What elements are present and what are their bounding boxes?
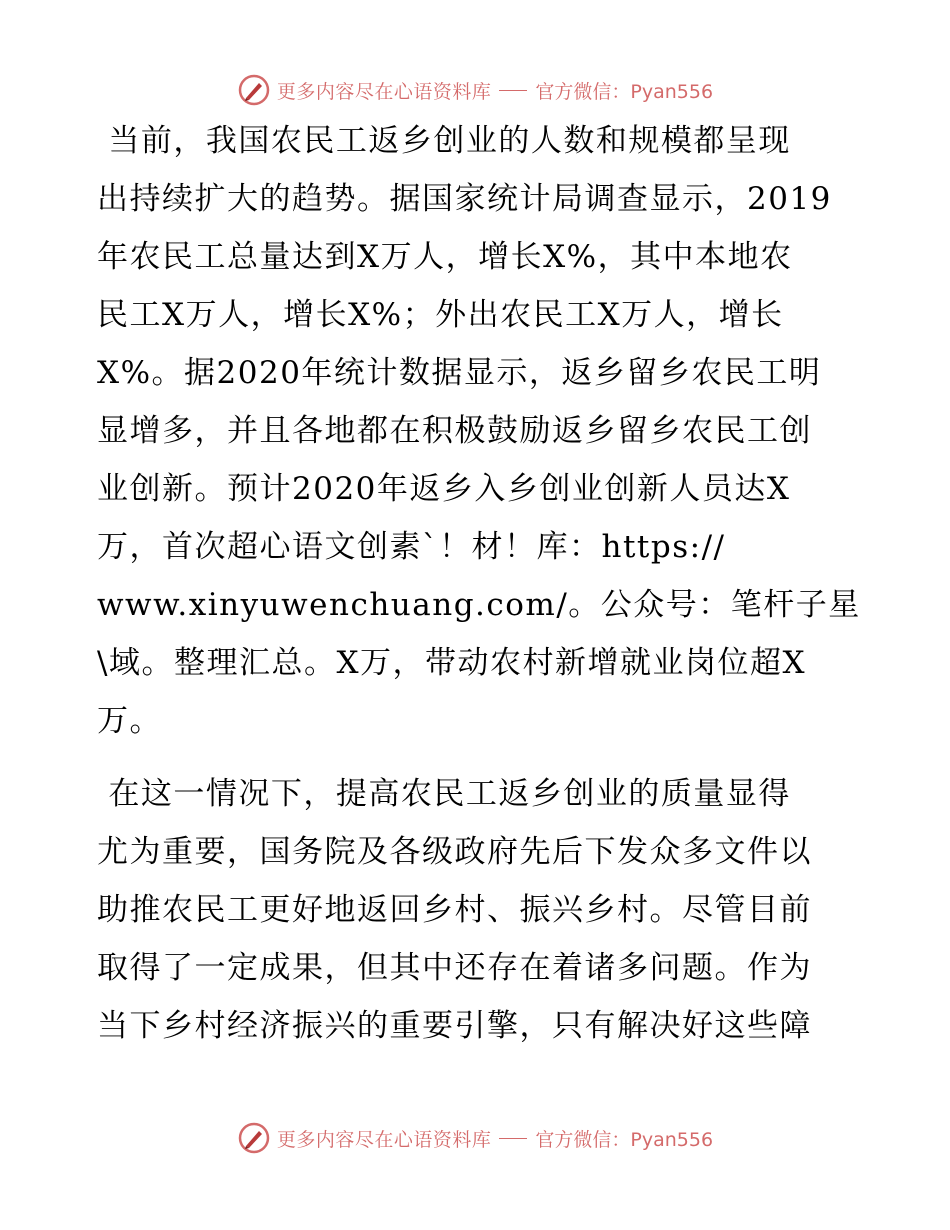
watermark-text: 更多内容尽在心语资料库 xyxy=(276,80,492,103)
text-line: 当下乡村经济振兴的重要引擎，只有解决好这些障 xyxy=(97,1008,812,1044)
paragraph-1 xyxy=(97,112,861,750)
text-line: 万，首次超心语文创素`！材！库：https:// xyxy=(97,529,726,565)
header-watermark xyxy=(0,70,950,110)
watermark-text: 更多内容尽在心语资料库 xyxy=(276,1128,492,1151)
paragraph-spacer xyxy=(97,750,857,765)
text-line: 年农民工总量达到X万人，增长X%，其中本地农 xyxy=(97,239,793,275)
text-line: 民工X万人，增长X%；外出农民工X万人，增长 xyxy=(97,297,784,333)
pen-logo-icon xyxy=(237,1121,271,1155)
watermark-contact: 官方微信：Pyan556 xyxy=(535,80,714,103)
paragraph-2 xyxy=(97,765,857,1055)
pen-logo-icon xyxy=(237,73,271,107)
footer-watermark xyxy=(0,1118,950,1158)
text-line: www.xinyuwenchuang.com/。公众号：笔杆子星 xyxy=(97,587,861,623)
watermark-contact: 官方微信：Pyan556 xyxy=(535,1128,714,1151)
text-line: 万。 xyxy=(97,703,162,739)
text-line: \域。整理汇总。X万，带动农村新增就业岗位超X xyxy=(97,645,807,681)
text-line: X%。据2020年统计数据显示，返乡留乡农民工明 xyxy=(97,355,822,391)
text-line: 业创新。预计2020年返乡入乡创业创新人员达X xyxy=(97,471,791,507)
text-line: 取得了一定成果，但其中还存在着诸多问题。作为 xyxy=(97,950,812,986)
watermark-separator xyxy=(499,90,527,91)
text-line: 显增多，并且各地都在积极鼓励返乡留乡农民工创 xyxy=(97,413,812,449)
text-line: 助推农民工更好地返回乡村、振兴乡村。尽管目前 xyxy=(97,892,812,928)
text-line: 在这一情况下，提高农民工返乡创业的质量显得 xyxy=(97,776,791,812)
text-line: 当前，我国农民工返乡创业的人数和规模都呈现 xyxy=(97,123,791,159)
text-line: 尤为重要，国务院及各级政府先后下发众多文件以 xyxy=(97,834,812,870)
document-body xyxy=(97,112,861,1055)
text-line: 出持续扩大的趋势。据国家统计局调查显示，2019 xyxy=(97,181,832,217)
watermark-separator xyxy=(499,1138,527,1139)
